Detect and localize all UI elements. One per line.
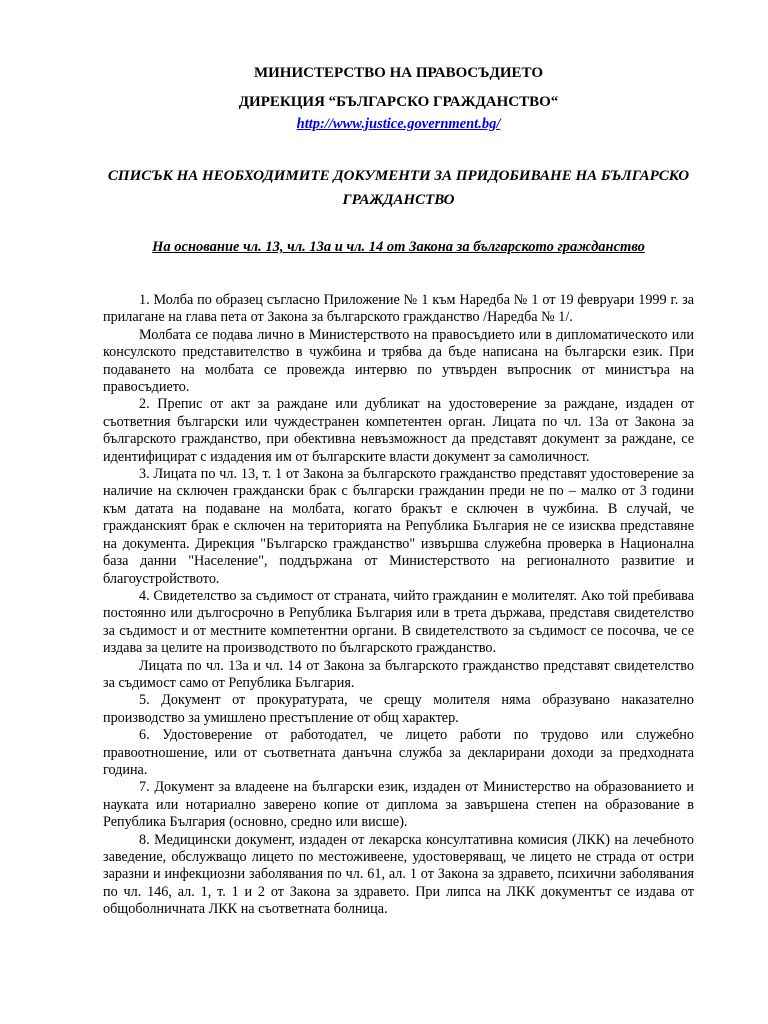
legal-basis-subtitle: На основание чл. 13, чл. 13а и чл. 14 от Закона за българското гражданство (152, 239, 645, 255)
website-link[interactable]: http://www.justice.government.bg/ (296, 116, 501, 132)
paragraph-6: Лицата по чл. 13а и чл. 14 от Закона за българското гражданство представят свидетелство за съдимост само от Република България. (103, 657, 694, 691)
document-body (103, 292, 694, 919)
paragraph-1: 1. Молба по образец съгласно Приложение № 1 към Наредба № 1 от 19 февруари 1999 г. за прилагане на глава пета от Закона за българското гражданство /Наредба № 1/. (103, 292, 694, 326)
paragraph-8: 6. Удостоверение от работодател, че лицето работи по трудово или служебно правоотношение, или от съответната данъчна служба за декларирани доходи за предходната година. (103, 727, 694, 778)
paragraph-9: 7. Документ за владеене на български език, издаден от Министерство на образованието и науката или нотариално заверено копие от диплома за завършена степен на образование в Република България (основно, средно или висше). (103, 779, 694, 831)
paragraph-4: 3. Лицата по чл. 13, т. 1 от Закона за българското гражданство представят удостоверение за наличие на сключен граждански брак с български гражданин преди не по – малко от 3 години към датата на подаване на молбата, когато бракът е сключен в чужбина. В случай, че гражданският брак е сключен на територията на Република България не се изисква представяне на документа. Дирекция "Българско гражданство" извършва служебна проверка в Национална база данни "Население", поддържана от Министерството на регионалното развитие и благоустройството. (103, 466, 694, 587)
ministry-heading: МИНИСТЕРСТВО НА ПРАВОСЪДИЕТО (253, 65, 544, 81)
paragraph-2: Молбата се подава лично в Министерството на правосъдието или в дипломатическото или консулското представителство в чужбина и трябва да бъде написана на български език. При подаването на молбата се провежда интервю по утвърден въпросник от министъра на правосъдието. (103, 326, 694, 396)
document-page (103, 0, 694, 919)
directorate-heading: ДИРЕКЦИЯ “БЪЛГАРСКО ГРАЖДАНСТВО“ (238, 94, 559, 110)
document-title: СПИСЪК НА НЕОБХОДИМИТЕ ДОКУМЕНТИ ЗА ПРИДОБИВАНЕ НА БЪЛГАРСКО ГРАЖДАНСТВО (107, 168, 690, 208)
paragraph-7: 5. Документ от прокуратурата, че срещу молителя няма образувано наказателно производство за умишлено престъпление от общ характер. (103, 692, 694, 726)
paragraph-5: 4. Свидетелство за съдимост от страната, чийто гражданин е молителят. Ако той пребивава постоянно или дългосрочно в Република България или в трета държава, представя свидетелство за съдимост и от местните компетентни органи. В свидетелството за съдимост се посочва, че се издава за целите на производството по българското гражданство. (103, 587, 694, 657)
paragraph-3: 2. Препис от акт за раждане или дубликат на удостоверение за раждане, издаден от съответния български или чуждестранен компетентен орган. Лицата по чл. 13а от Закона за българското гражданство, при обективна невъзможност да представят документ за раждане, се идентифицират с издадения им от българските власти документ за самоличност. (103, 396, 694, 465)
paragraph-10: 8. Медицински документ, издаден от лекарска консултативна комисия (ЛКК) на лечебното заведение, обслужващо лицето по местоживеене, удостоверяващ, че лицето не страда от остри заразни и инфекциозни заболявания по чл. 61, ал. 1 от Закона за здравето, психични заболявания по чл. 146, ал. 1, т. 1 и 2 от Закона за здравето. При липса на ЛКК документът се издава от общоболничната ЛКК на съответната болница. (103, 831, 694, 918)
